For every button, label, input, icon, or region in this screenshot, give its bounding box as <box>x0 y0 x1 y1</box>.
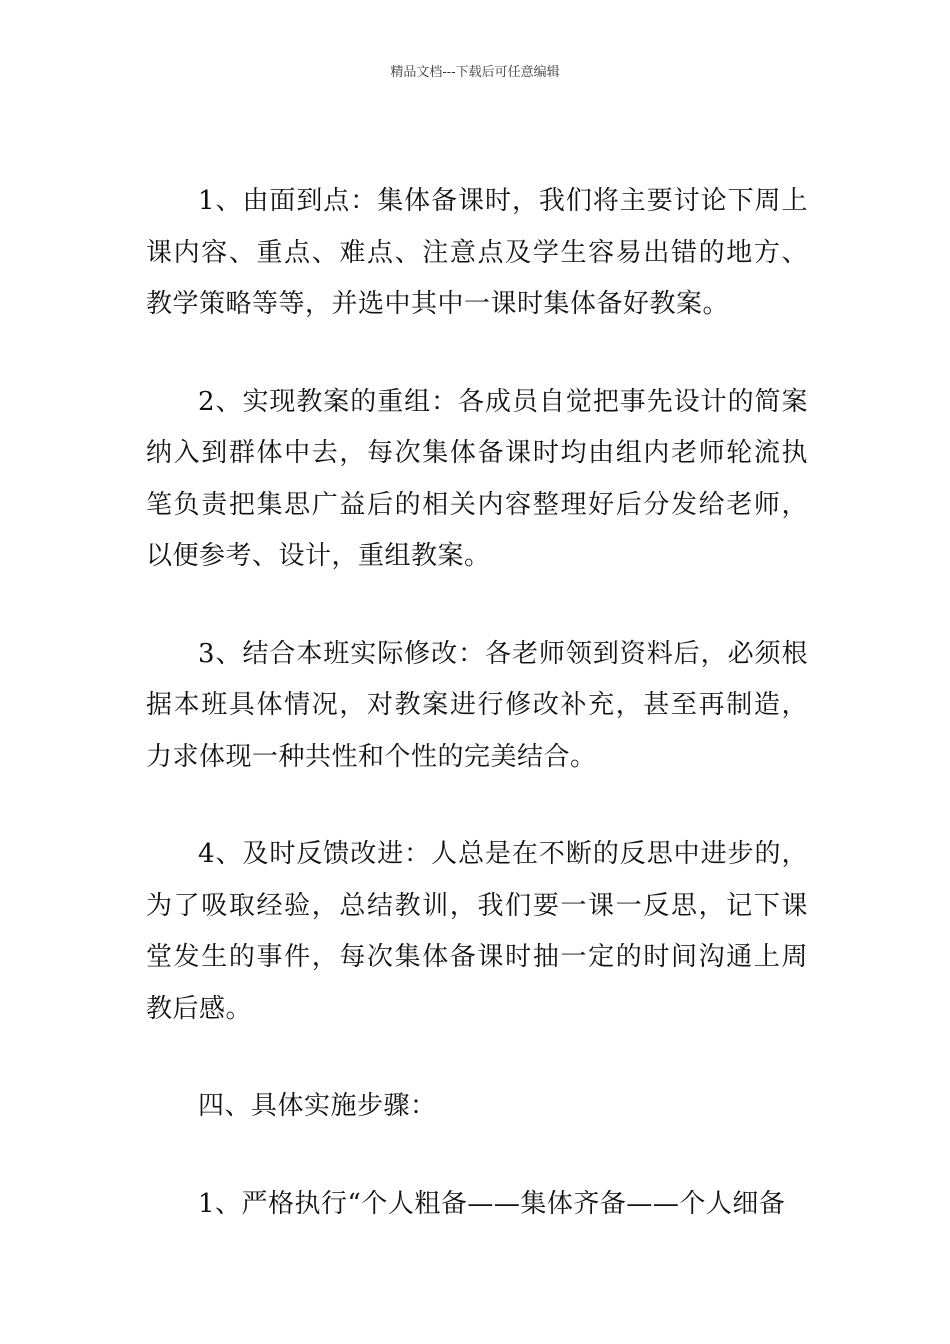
paragraph-1: 1、由面到点：集体备课时，我们将主要讨论下周上课内容、重点、难点、注意点及学生容易出错的地方、教学策略等等，并选中其中一课时集体备好教案。 <box>146 186 808 319</box>
document-body <box>146 176 808 1276</box>
page-header: 精品文档---下载后可任意编辑 <box>390 65 560 80</box>
paragraph-2: 2、实现教案的重组：各成员自觉把事先设计的简案纳入到群体中去，每次集体备课时均由组内老师轮流执笔负责把集思广益后的相关内容整理好后分发给老师，以便参考、设计，重组教案。 <box>146 386 808 571</box>
paragraph-4: 4、及时反馈改进：人总是在不断的反思中进步的，为了吸取经验，总结教训，我们要一课一反思，记下课堂发生的事件，每次集体备课时抽一定的时间沟通上周教后感。 <box>146 839 808 1024</box>
paragraph-3: 3、结合本班实际修改：各老师领到资料后，必须根据本班具体情况，对教案进行修改补充，甚至再制造，力求体现一种共性和个性的完美结合。 <box>146 638 808 772</box>
paragraph-5: 1、严格执行“个人粗备——集体齐备——个人细备 <box>198 1188 786 1219</box>
section-heading: 四、具体实施步骤： <box>198 1091 437 1121</box>
